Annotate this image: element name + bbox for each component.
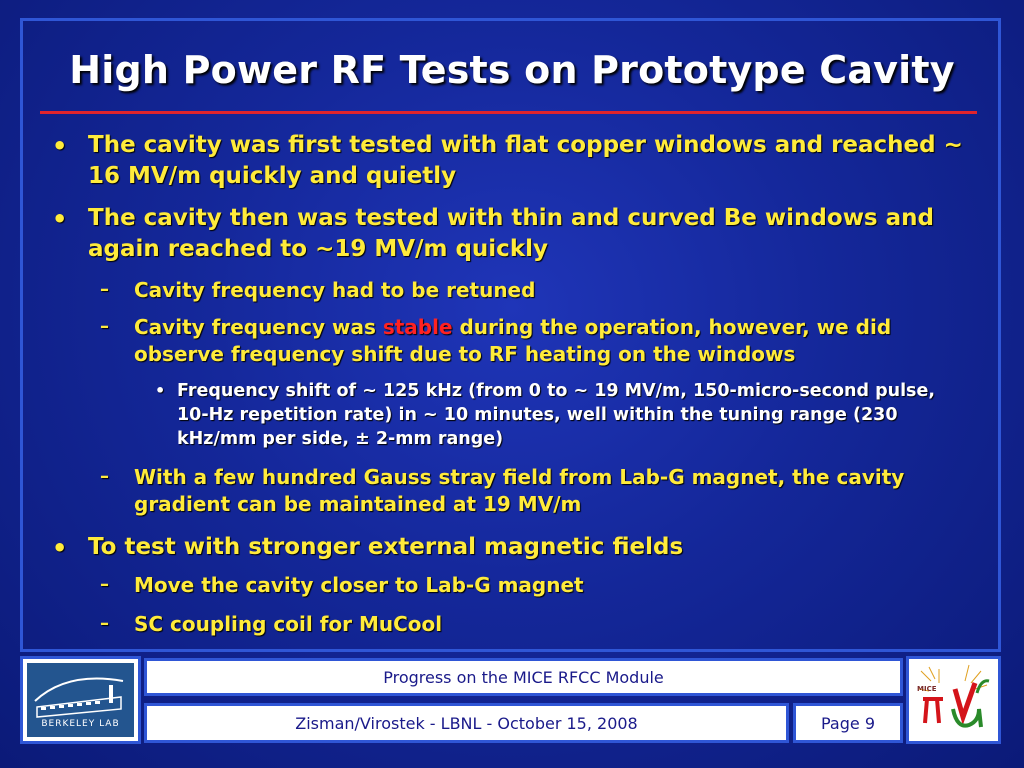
sub-bullet-item	[134, 314, 964, 368]
logo-panel	[27, 663, 134, 737]
mice-pi-mu-icon	[909, 659, 998, 741]
sub-bullet-item: SC coupling coil for MuCool	[134, 612, 443, 636]
page-number: Page 9	[793, 703, 903, 743]
dash-marker: –	[100, 466, 109, 487]
sub-bullet-marker: •	[155, 381, 166, 400]
dash-marker: –	[100, 613, 109, 634]
footer-subtitle: Progress on the MICE RFCC Module	[144, 658, 903, 696]
mice-logo-icon	[906, 656, 1001, 744]
mice-label: MICE	[917, 685, 937, 693]
dash-marker: –	[100, 279, 109, 300]
detail-item: Frequency shift of ~ 125 kHz (from 0 to ~ 19 MV/m, 150-micro-second pulse, 10-Hz repetition rate) in ~ 10 minutes, well within the tuning range (230 kHz/mm per side, ± 2-mm range)	[177, 381, 935, 449]
bullet-marker: •	[52, 132, 68, 160]
sub-bullet-text: Cavity frequency was	[134, 315, 383, 339]
footer-credit: Zisman/Virostek - LBNL - October 15, 2008	[144, 703, 789, 743]
berkeley-lab-logo-icon	[20, 656, 141, 744]
dash-marker: –	[100, 574, 109, 595]
slide-title: High Power RF Tests on Prototype Cavity	[69, 48, 955, 92]
sub-bullet-item: Move the cavity closer to Lab-G magnet	[134, 573, 584, 597]
highlight-stable: stable	[382, 315, 453, 339]
bullet-marker: •	[52, 205, 68, 233]
bullet-item: The cavity was first tested with flat copper windows and reached ~ 16 MV/m quickly and quietly	[88, 132, 963, 189]
bullet-marker: •	[52, 534, 68, 562]
logo-text: BERKELEY LAB	[41, 719, 120, 729]
bullet-item: To test with stronger external magnetic fields	[88, 534, 684, 560]
sub-bullet-text: during the operation, however, we did observe frequency shift due to RF heating on the windows	[134, 315, 892, 366]
sub-bullet-item: Cavity frequency had to be retuned	[134, 278, 536, 302]
sub-bullet-item: With a few hundred Gauss stray field from Lab-G magnet, the cavity gradient can be maintained at 19 MV/m	[134, 465, 905, 516]
bullet-item: The cavity then was tested with thin and curved Be windows and again reached to ~19 MV/m quickly	[88, 205, 934, 262]
dash-marker: –	[100, 316, 109, 337]
